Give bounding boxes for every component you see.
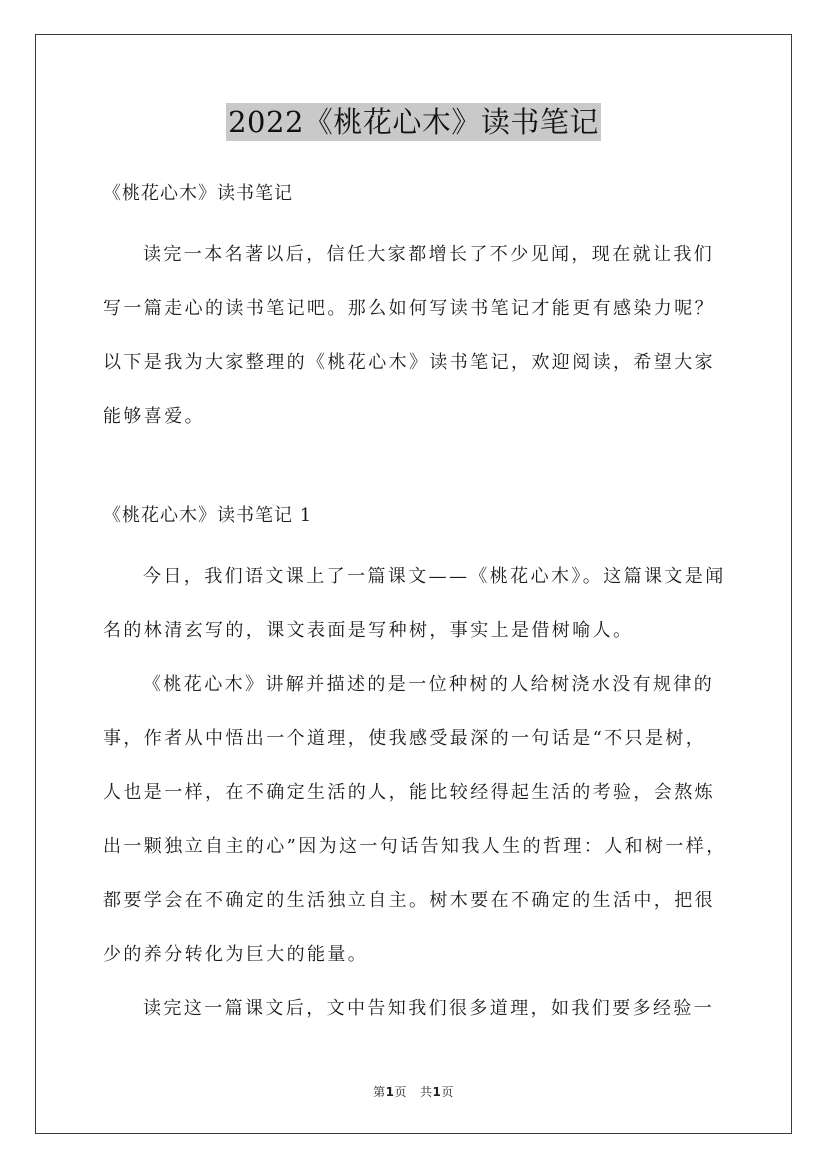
paragraph-line: 读完一本名著以后，信任大家都增长了不少见闻，现在就让我们 (143, 244, 715, 265)
paragraph-line: 能够喜爱。 (103, 406, 205, 427)
paragraph-line: 今日，我们语文课上了一篇课文——《桃花心木》。这篇课文是闻 (143, 566, 726, 587)
page-unit: 页 (394, 1085, 408, 1099)
paragraph-2 (103, 658, 728, 982)
total-unit: 页 (441, 1085, 454, 1099)
paragraph-line: 少的养分转化为巨大的能量。 (103, 944, 369, 965)
spacer (103, 444, 728, 498)
section-heading: 《桃花心木》读书笔记 1 (103, 505, 313, 526)
total-pages: 1 (432, 1085, 442, 1099)
page-footer (0, 1083, 827, 1100)
paragraph-line: 事，作者从中悟出一个道理，使我感受最深的一句话是“不只是树， (103, 728, 707, 749)
paragraph-line: 《桃花心木》讲解并描述的是一位种树的人给树浇水没有规律的 (143, 674, 715, 695)
spacer (103, 534, 728, 550)
intro-heading: 《桃花心木》读书笔记 (103, 183, 293, 204)
paragraph-line: 人也是一样，在不确定生活的人，能比较经得起生活的考验，会熬炼 (103, 782, 715, 803)
spacer (103, 212, 728, 228)
intro-paragraph (103, 228, 728, 444)
paragraph-line: 出一颗独立自主的心”因为这一句话告知我人生的哲理：人和树一样， (103, 836, 727, 857)
total-prefix: 共 (419, 1085, 433, 1099)
paragraph-line: 名的林清玄写的，课文表面是写种树，事实上是借树喻人。 (103, 620, 634, 641)
title-container (0, 103, 827, 141)
page-number: 1 (385, 1085, 395, 1099)
paragraph-3 (103, 982, 728, 1036)
paragraph-line: 以下是我为大家整理的《桃花心木》读书笔记，欢迎阅读，希望大家 (103, 352, 715, 373)
paragraph-line: 读完这一篇课文后，文中告知我们很多道理，如我们要多经验一 (143, 998, 715, 1019)
paragraph-line: 写一篇走心的读书笔记吧。那么如何写读书笔记才能更有感染力呢？ (103, 298, 715, 319)
document-title: 2022《桃花心木》读书笔记 (228, 105, 599, 139)
paragraph-1 (103, 550, 728, 658)
paragraph-line: 都要学会在不确定的生活独立自主。树木要在不确定的生活中，把很 (103, 890, 715, 911)
document-body (103, 176, 728, 1036)
page-prefix: 第 (373, 1085, 386, 1099)
